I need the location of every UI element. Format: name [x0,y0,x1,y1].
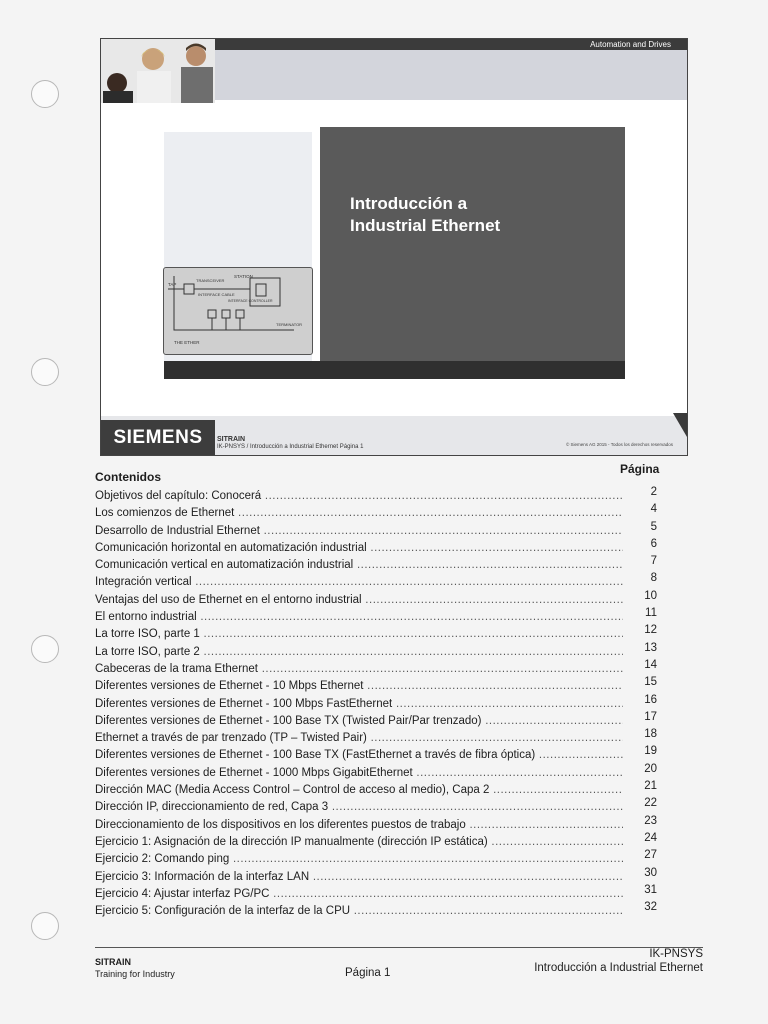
toc-entry-page: 6 [650,537,657,550]
toc-entry-page: 21 [644,780,657,793]
sketch-label-terminator: TERMINATOR [276,322,303,327]
page-column-heading: Página [620,462,660,476]
footer-training: Training for Industry [95,969,175,979]
toc-entry-page: 27 [644,849,657,862]
toc-entry-page: 12 [644,624,657,637]
toc-entry [95,657,670,674]
toc-entry-page: 18 [644,728,657,741]
toc-entry-title: Los comienzos de Ethernet ..... [95,505,623,522]
toc-entry [95,847,670,864]
toc-entry-title: Objetivos del capítulo: Conocerá ..... [95,488,623,505]
corner-triangle-icon [673,413,687,437]
toc-entry-page: 4 [650,503,657,516]
toc-entry-title: Cabeceras de la trama Ethernet ..... [95,661,623,678]
toc-entry-page: 7 [650,555,657,568]
toc-entry-page: 24 [644,831,657,844]
toc-entry [95,570,670,587]
toc-entry [95,553,670,570]
toc-entry-page: 2 [650,486,657,498]
toc-entry [95,726,670,743]
toc-entry-title: La torre ISO, parte 2 ..... [95,644,623,661]
slide-footer-sitrain: SITRAIN [217,436,245,443]
slide-right-panel [320,127,625,379]
slide-thumbnail [100,38,688,456]
punch-hole [31,912,59,940]
sketch-label-interface-controller: INTERFACE CONTROLLER [228,299,273,303]
toc-entry [95,674,670,691]
toc-entry-title: Diferentes versiones de Ethernet - 100 Mbps FastEthernet ..... [95,696,623,713]
toc-entry-page: 22 [644,797,657,810]
toc-entry-page: 20 [644,762,657,775]
footer-course-code: IK-PNSYS [649,948,703,960]
toc-entry-page: 16 [644,693,657,706]
toc-entry-title: Ejercicio 3: Información de la interfaz LAN ..... [95,869,623,886]
toc-entry-title: Desarrollo de Industrial Ethernet ..... [95,523,623,540]
toc-entry-page: 15 [644,676,657,689]
slide-footer-copyright: © Siemens AG 2015 - Todos los derechos reservados [565,442,673,447]
toc-entry-title: Dirección IP, direccionamiento de red, Capa 3 ..... [95,799,623,816]
slide-footer-course: IK-PNSYS / Introducción a Industrial Ethernet Página 1 [217,444,364,450]
toc-entry-page: 10 [644,589,657,602]
sketch-label-interface-cable: INTERFACE CABLE [198,292,235,297]
toc-entry-title: La torre ISO, parte 1 ..... [95,626,623,643]
toc-entry-title: Ventajas del uso de Ethernet en el entorno industrial ..... [95,592,623,609]
toc-entry [95,484,670,501]
toc-entry [95,882,670,899]
slide-title [350,193,610,237]
toc-entry-title: El entorno industrial ..... [95,609,623,626]
toc-entry-title: Diferentes versiones de Ethernet - 100 Base TX (Twisted Pair/Par trenzado) ..... [95,713,623,730]
toc-entry-title: Ejercicio 1: Asignación de la dirección IP manualmente (dirección IP estática) ..... [95,834,623,851]
toc-entry-title: Comunicación horizontal en automatización industrial ..... [95,540,623,557]
slide-banner [215,50,687,100]
toc-entry [95,519,670,536]
footer-sitrain: SITRAIN [95,957,131,967]
siemens-logo: SIEMENS [101,420,215,455]
toc-entry [95,692,670,709]
slide-title-line2: Industrial Ethernet [350,216,501,235]
toc-entry [95,743,670,760]
footer-course-title: Introducción a Industrial Ethernet [534,962,703,974]
toc-entry [95,622,670,639]
footer-divider [95,947,703,948]
toc-entry-page: 11 [645,607,657,620]
toc-entry-title: Integración vertical ..... [95,574,623,591]
toc-entry-page: 31 [644,883,657,896]
punch-hole [31,80,59,108]
toc-entry-title: Ejercicio 4: Ajustar interfaz PG/PC ..... [95,886,623,903]
punch-hole [31,358,59,386]
toc-entry-page: 23 [644,814,657,827]
toc-entry [95,588,670,605]
toc-entry [95,709,670,726]
sketch-label-station: STATION [234,274,253,279]
toc-entry-title: Direccionamiento de los dispositivos en los diferentes puestos de trabajo ..... [95,817,623,834]
punch-hole [31,635,59,663]
toc-entry-page: 17 [644,710,657,723]
toc-entry [95,813,670,830]
footer-page-number: Página 1 [345,967,391,979]
toc-entry [95,899,670,916]
toc-entry [95,761,670,778]
toc-entry-title: Ethernet a través de par trenzado (TP – Twisted Pair) ..... [95,730,623,747]
toc-entry [95,865,670,882]
toc-entry-title: Diferentes versiones de Ethernet - 100 Base TX (FastEthernet a través de fibra óptica) ..... [95,747,623,764]
people-photo [101,39,215,103]
toc-entry-page: 8 [650,572,657,585]
toc-entry-title: Diferentes versiones de Ethernet - 1000 Mbps GigabitEthernet ..... [95,765,623,782]
table-of-contents [95,484,670,916]
slide-bottom-strip [164,361,625,379]
toc-entry [95,830,670,847]
ethernet-sketch [163,267,313,355]
toc-entry-page: 32 [644,901,657,914]
slide-top-bar: Automation and Drives [215,39,687,50]
toc-entry [95,536,670,553]
toc-entry [95,795,670,812]
toc-entry-page: 14 [644,658,657,671]
toc-entry-title: Diferentes versiones de Ethernet - 10 Mbps Ethernet ..... [95,678,623,695]
toc-entry [95,501,670,518]
toc-entry-title: Dirección MAC (Media Access Control – Control de acceso al medio), Capa 2 ..... [95,782,623,799]
sketch-label-transceiver: TRANSCEIVER [196,278,225,283]
slide-title-line1: Introducción a [350,194,468,213]
toc-entry [95,778,670,795]
sketch-label-the-ether: THE ETHER [174,340,200,345]
toc-entry-page: 13 [644,641,657,654]
toc-entry-page: 5 [650,520,657,533]
sketch-label-tap: TAP [168,282,177,287]
toc-entry-page: 19 [644,745,657,758]
toc-entry-title: Ejercicio 5: Configuración de la interfaz de la CPU ..... [95,903,623,920]
toc-entry [95,605,670,622]
contents-heading: Contenidos [95,470,161,484]
toc-entry-title: Comunicación vertical en automatización industrial ..... [95,557,623,574]
toc-entry-title: Ejercicio 2: Comando ping ..... [95,851,623,868]
toc-entry [95,640,670,657]
toc-entry-page: 30 [644,866,657,879]
